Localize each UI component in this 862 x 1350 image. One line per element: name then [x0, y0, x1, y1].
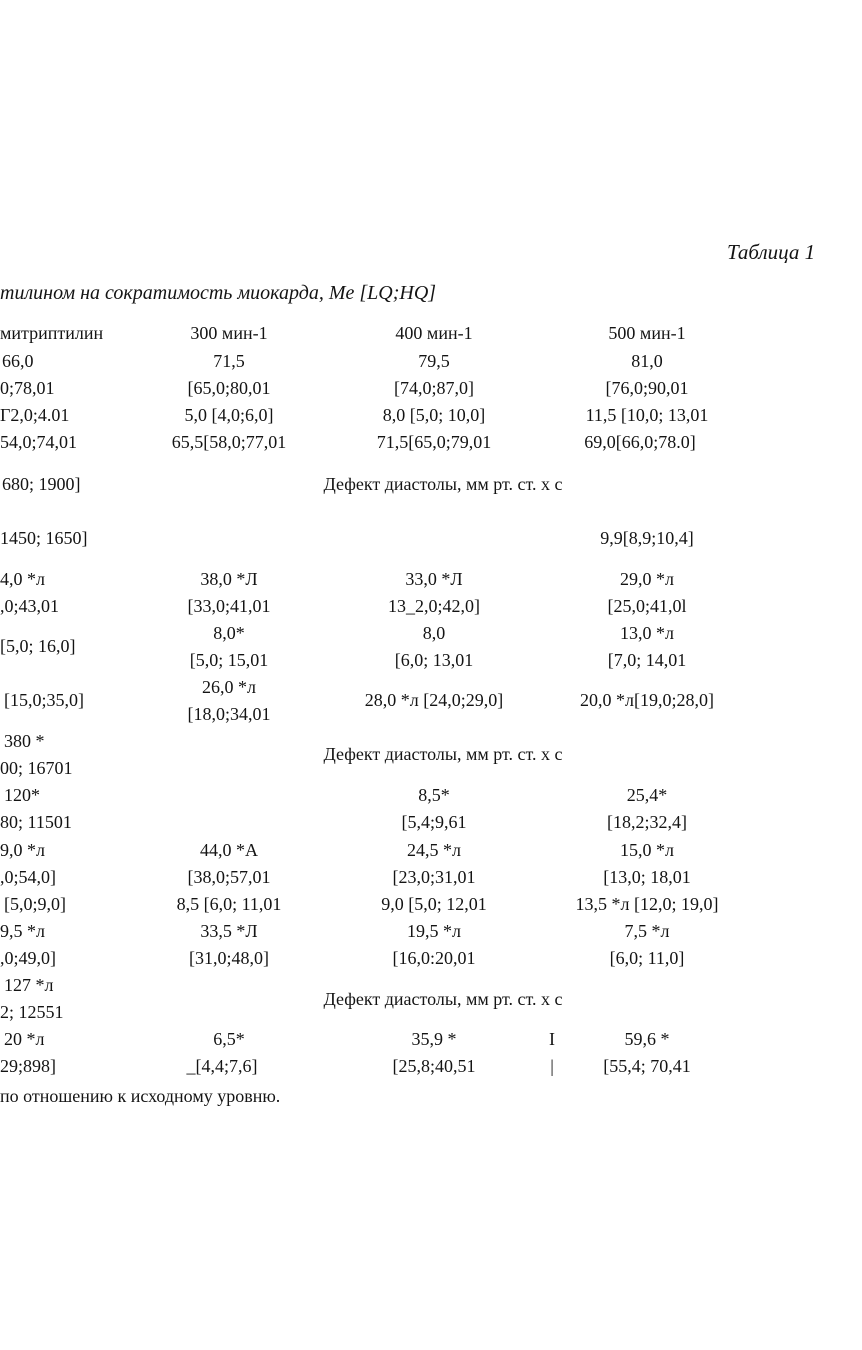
cell: 7,5 *л: [624, 921, 670, 941]
cell: 1450; 1650]: [0, 528, 88, 548]
cell: 13_2,0;42,0]: [388, 596, 480, 616]
cell: 8,5*: [418, 785, 450, 805]
cell: 8,5 [6,0; 11,01: [176, 894, 282, 914]
cell: [38,0;57,01: [187, 867, 271, 887]
cell: 5,0 [4,0;6,0]: [184, 405, 274, 425]
cell: 13,5 *л [12,0; 19,0]: [575, 894, 719, 914]
cell: 79,5: [418, 351, 450, 371]
cell: 69,0[66,0;78.0]: [584, 432, 696, 452]
cell: [15,0;35,0]: [4, 690, 84, 710]
cell: [65,0;80,01: [187, 378, 271, 398]
cell: [6,0; 11,0]: [609, 948, 685, 968]
cell: 8,0: [422, 623, 446, 643]
cell: 59,6 *: [624, 1029, 670, 1049]
cell: 20 *л: [4, 1029, 45, 1049]
cell: 8,0 [5,0; 10,0]: [382, 405, 486, 425]
cell: 4,0 *л: [0, 569, 45, 589]
cell: 29,0 *л: [620, 569, 674, 589]
cell: 9,0 *л: [0, 840, 45, 860]
cell: ,0;49,0]: [0, 948, 56, 968]
section-title: Дефект диастолы, мм рт. ст. х с: [323, 989, 563, 1009]
cell: 24,5 *л: [407, 840, 461, 860]
cell: [18,2;32,4]: [607, 812, 687, 832]
cell: 29;898]: [0, 1056, 56, 1076]
cell: 8,0*: [213, 623, 245, 643]
header-col-500: 500 мин-1: [608, 323, 686, 343]
header-col-400: 400 мин-1: [395, 323, 473, 343]
cell: 71,5[65,0;79,01: [376, 432, 492, 452]
cell: Г2,0;4.01: [0, 405, 70, 425]
cell: 28,0 *л [24,0;29,0]: [364, 690, 504, 710]
table-label: Таблица 1: [727, 240, 816, 264]
cell: 127 *л: [4, 975, 54, 995]
cell: 680; 1900]: [2, 474, 81, 494]
cell: 0;78,01: [0, 378, 55, 398]
cell: 19,5 *л: [407, 921, 461, 941]
cell: [5,0; 15,01: [189, 650, 269, 670]
cell: 71,5: [213, 351, 245, 371]
cell: ,0;54,0]: [0, 867, 56, 887]
cell: 54,0;74,01: [0, 432, 78, 452]
header-col-0: митриптилин: [0, 323, 104, 343]
cell: 00; 16701: [0, 758, 73, 778]
cell: _[4,4;7,6]: [186, 1056, 258, 1076]
cell: ,0;43,01: [0, 596, 60, 616]
section-title: Дефект диастолы, мм рт. ст. х с: [323, 474, 563, 494]
cell: 9,0 [5,0; 12,01: [381, 894, 487, 914]
cell: 25,4*: [626, 785, 668, 805]
cell: [25,8;40,51: [392, 1056, 476, 1076]
cell: 26,0 *л: [202, 677, 256, 697]
cell: 35,9 *: [411, 1029, 457, 1049]
cell: 2; 12551: [0, 1002, 64, 1022]
cell: [23,0;31,01: [392, 867, 476, 887]
section-title: Дефект диастолы, мм рт. ст. х с: [323, 744, 563, 764]
cell: 6,5*: [213, 1029, 245, 1049]
cell: 44,0 *А: [200, 840, 258, 860]
cell: [18,0;34,01: [187, 704, 271, 724]
cell: [55,4; 70,41: [603, 1056, 691, 1076]
cell: 81,0: [631, 351, 663, 371]
cell: 15,0 *л: [620, 840, 674, 860]
cell: [5,4;9,61: [401, 812, 467, 832]
cell: 120*: [4, 785, 40, 805]
cell: 80; 11501: [0, 812, 72, 832]
cell: 13,0 *л: [620, 623, 674, 643]
cell: 65,5[58,0;77,01: [171, 432, 287, 452]
cell: [76,0;90,01: [605, 378, 689, 398]
cell: [25,0;41,0l: [607, 596, 687, 616]
cell: 33,0 *Л: [405, 569, 463, 589]
header-col-300: 300 мин-1: [190, 323, 268, 343]
cell: [5,0; 16,0]: [0, 636, 76, 656]
cell: 9,5 *л: [0, 921, 45, 941]
cell: 66,0: [2, 351, 34, 371]
cell: 38,0 *Л: [200, 569, 258, 589]
cell: 9,9[8,9;10,4]: [600, 528, 694, 548]
cell: [6,0; 13,01: [394, 650, 474, 670]
cell: 11,5 [10,0; 13,01: [585, 405, 709, 425]
cell: [31,0;48,0]: [189, 948, 269, 968]
cell: [5,0;9,0]: [4, 894, 66, 914]
cell: [16,0:20,01: [392, 948, 476, 968]
footnote: по отношению к исходному уровню.: [0, 1086, 281, 1106]
table-caption: тилином на сократимость миокарда, Me [LQ;HQ]: [0, 282, 437, 304]
cell: |: [550, 1056, 554, 1076]
cell: 380 *: [4, 731, 45, 751]
cell: 20,0 *л[19,0;28,0]: [580, 690, 714, 710]
cell: [33,0;41,01: [187, 596, 271, 616]
cell: [74,0;87,0]: [394, 378, 474, 398]
cell: 33,5 *Л: [200, 921, 258, 941]
cell: [13,0; 18,01: [603, 867, 691, 887]
cell: I: [549, 1029, 555, 1049]
cell: [7,0; 14,01: [607, 650, 687, 670]
